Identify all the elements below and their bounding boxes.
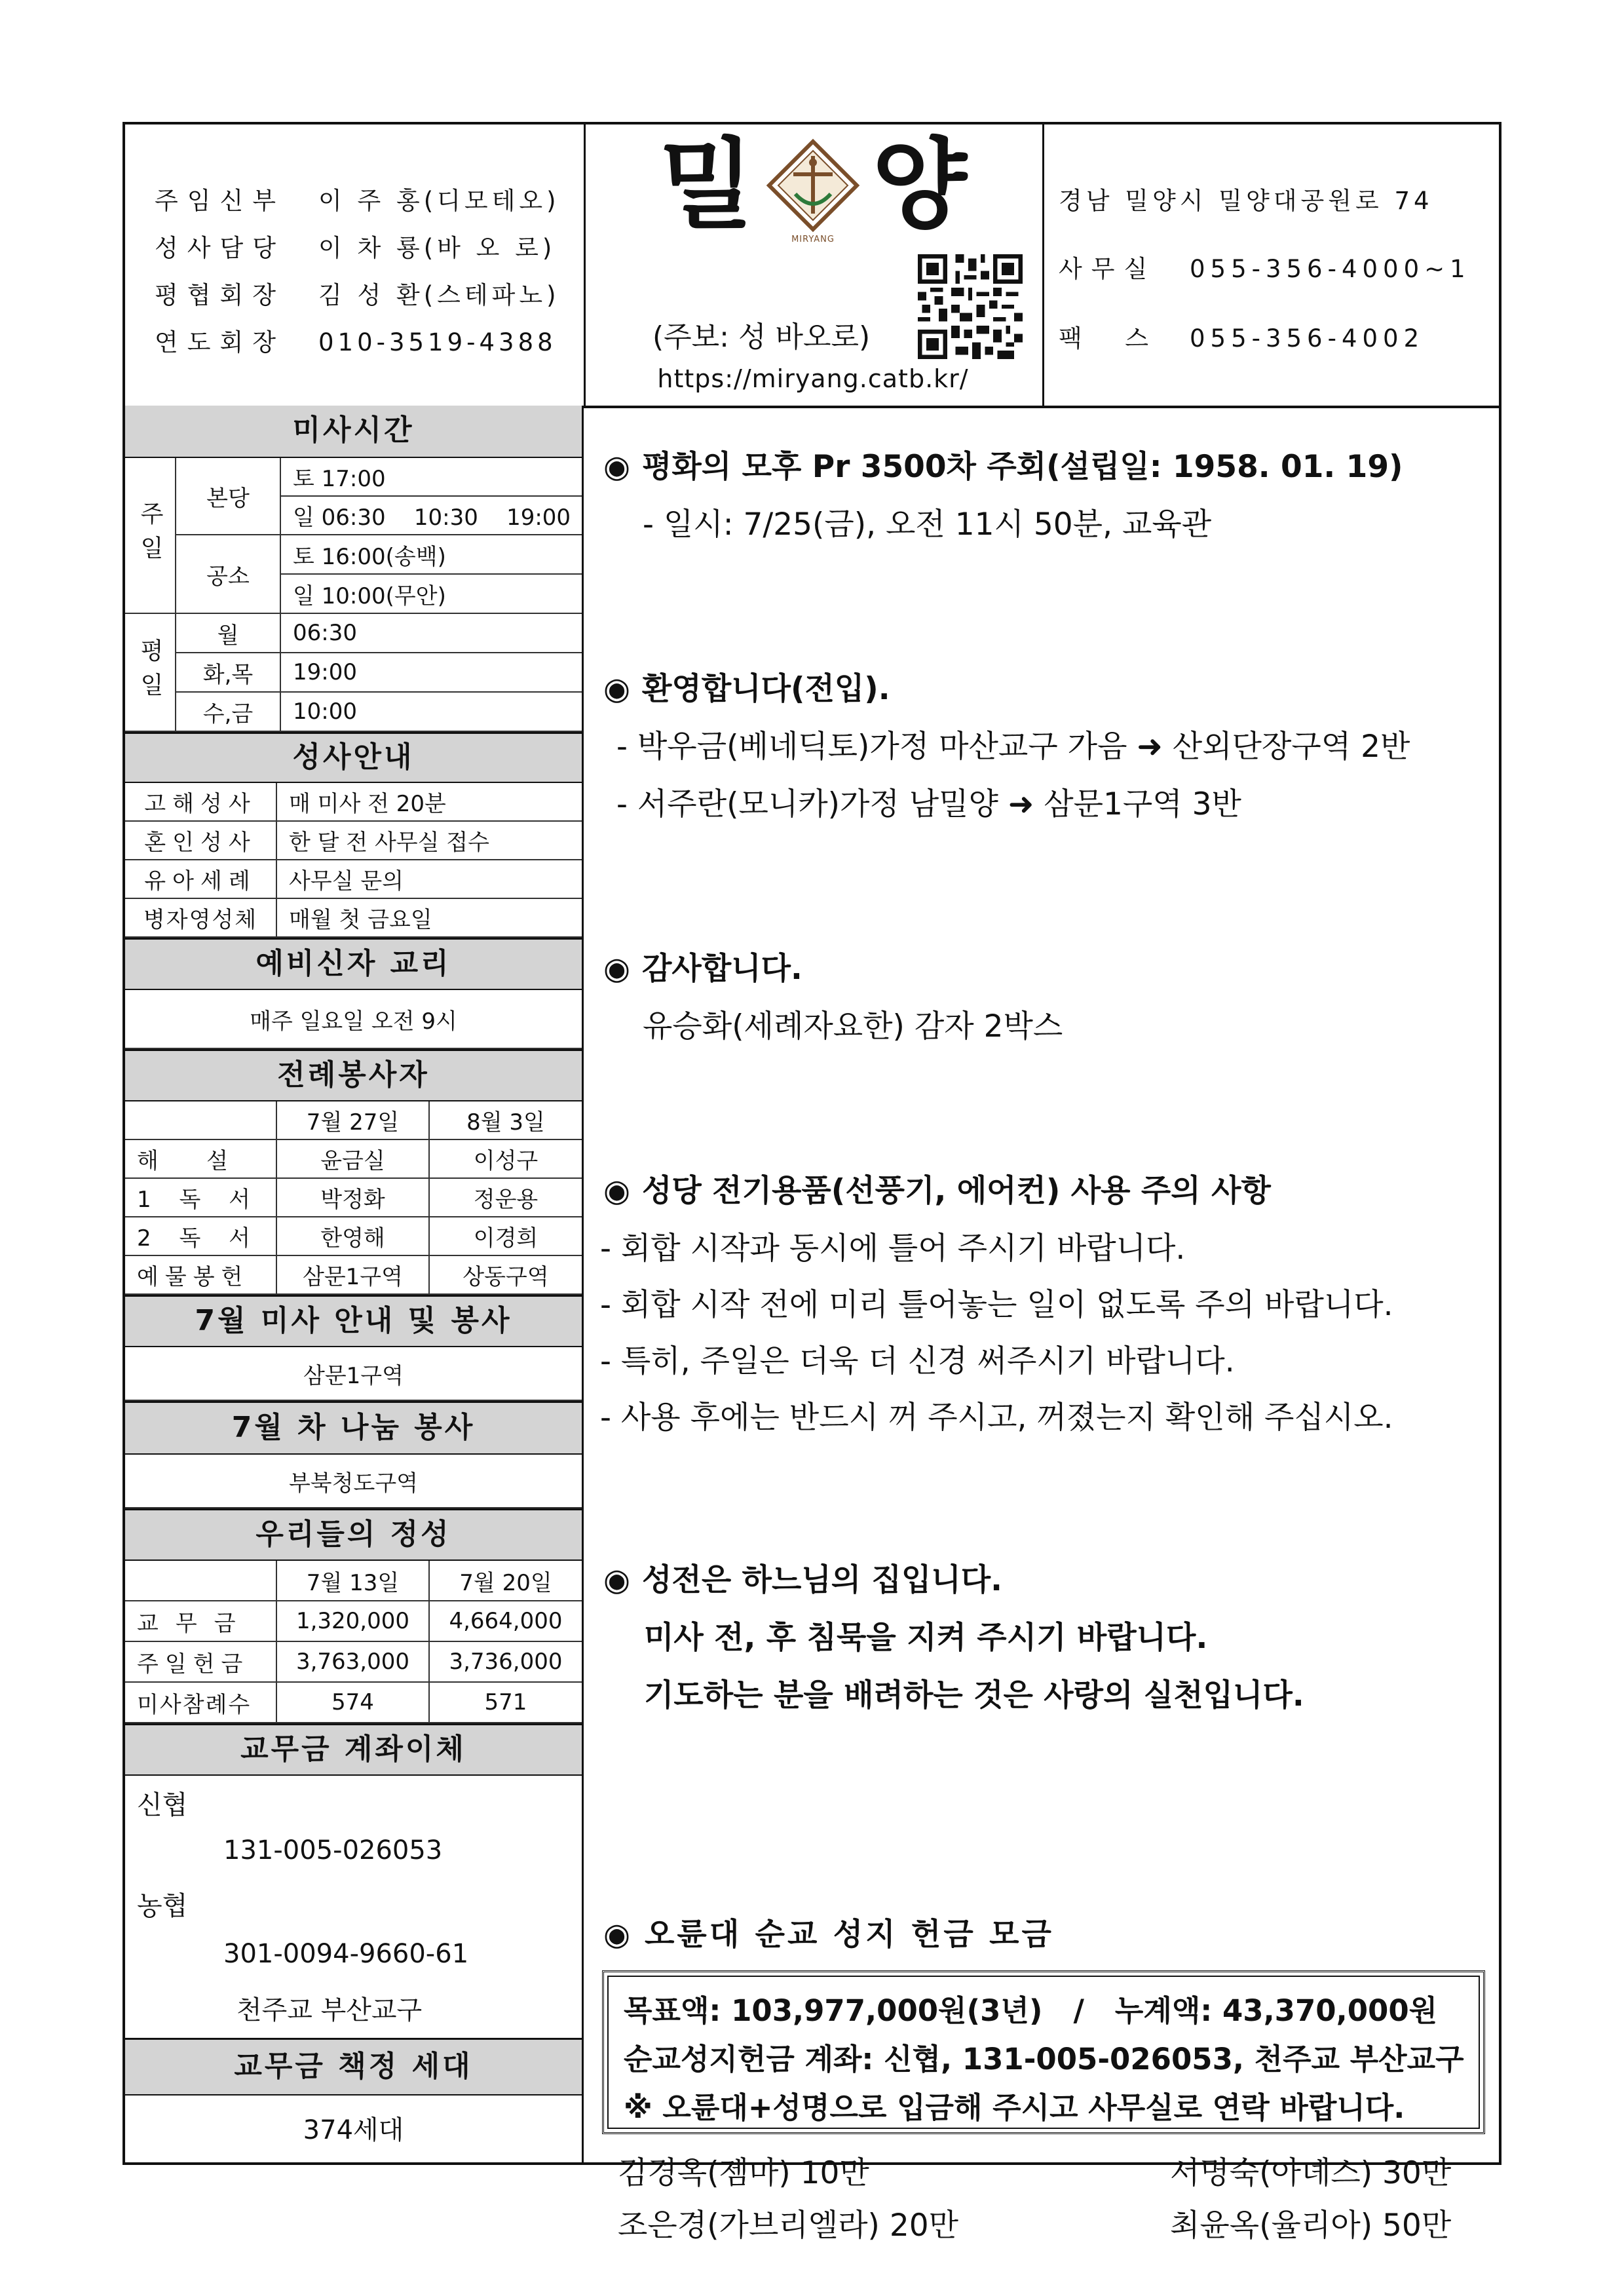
bullet-icon: ◉ [603,1562,631,1598]
sacrament-value: 사무실 문의 [277,860,582,899]
sacrament-value: 매 미사 전 20분 [277,783,582,822]
liturgy-person: 정운용 [430,1179,582,1217]
fax-number: 055-356-4002 [1190,324,1425,353]
staff-name: 김 성 환(스테파노) [318,281,560,309]
office-label: 사무실 [1059,255,1157,283]
bullet-icon: ◉ [603,671,631,707]
office-phone-row [1059,249,1471,284]
sunday-label: 주일 [125,458,176,614]
liturgy-role: 예물봉헌 [125,1256,277,1295]
bullet-icon: ◉ [603,951,631,987]
title-right: 양 [872,128,967,242]
weekday-day: 월 [176,614,281,653]
bullet-icon: ◉ [603,449,631,485]
gongso-label: 공소 [176,535,281,614]
parish-logo-icon [764,136,862,235]
bullet-icon: ◉ [603,1917,633,1953]
fax-row [1059,318,1424,354]
donor: 조은경(가브리엘라) 20만 [618,2208,959,2244]
sacrament-label: 고해성사 [125,783,277,822]
weekday-label: 평일 [125,614,176,732]
main-sat-time: 토 17:00 [281,458,582,497]
offering-title: 우리들의 정성 [125,1508,582,1561]
liturgy-date: 7월 27일 [277,1101,430,1140]
offering-date: 7월 20일 [430,1561,582,1601]
main-sun-time: 일 06:30 10:30 19:00 [281,497,582,535]
fax-label: 팩 스 [1059,324,1158,353]
offering-amount: 1,320,000 [277,1601,430,1642]
announcement-title [603,664,890,708]
title-left: 밀 [659,128,754,242]
donor: 최윤옥(율리아) 50만 [1170,2208,1452,2244]
account-number: 301-0094-9660-61 [223,1939,469,1969]
staff-row [155,322,557,358]
account-number: 131-005-026053 [223,1835,443,1866]
announcement-line: - 회합 시작과 동시에 틀어 주시기 바랍니다. [600,1231,1186,1267]
announcement-title-text: 평화의 모후 Pr 3500차 주회(설립일: 1958. 01. 19) [642,449,1403,485]
staff-row [155,228,556,263]
gongso-sat-time: 토 16:00(송백) [281,535,582,575]
main-church-label: 본당 [176,458,281,535]
announcement-line: - 특히, 주일은 더욱 더 신경 써주시기 바랍니다. [600,1343,1235,1379]
mass-times-title: 미사시간 [125,406,582,458]
offering-amount: 3,736,000 [430,1642,582,1683]
announcement-line: - 사용 후에는 반드시 꺼 주시고, 꺼졌는지 확인해 주십시오. [600,1400,1393,1436]
announcement-title [603,1166,1271,1210]
bullet-icon: ◉ [603,1173,631,1209]
announcement-line: - 일시: 7/25(금), 오전 11시 50분, 교육관 [643,507,1212,543]
announcement-title-text: 오륜대 순교 성지 헌금 모금 [645,1917,1054,1953]
announcement-title-text: 성당 전기용품(선풍기, 에어컨) 사용 주의 사항 [642,1173,1271,1209]
attendance-count: 574 [277,1683,430,1723]
staff-role: 성사담당 [155,234,285,262]
liturgy-role: 1 독 서 [125,1179,277,1217]
bulletin-frame [123,122,1501,2244]
liturgy-person: 이경희 [430,1217,582,1256]
bank-name: 농협 [137,1891,188,1921]
donor: 김경옥(젬마) 10만 [618,2155,869,2191]
households-title: 교무금 책정 세대 [125,2038,582,2095]
fundraising-note: ※ 오륜대+성명으로 입금해 주시고 사무실로 연락 바랍니다. [624,2090,1405,2125]
announcement-line: - 회합 시작 전에 미리 틀어놓는 일이 없도록 주의 바랍니다. [600,1287,1393,1323]
subtitle: (주보: 성 바오로) [652,320,871,354]
announcement-title [603,1556,1002,1599]
liturgy-person: 윤금실 [277,1140,430,1179]
announcement-line: 유승화(세례자요한) 감자 2박스 [643,1008,1063,1044]
sacrament-label: 병자영성체 [125,899,277,938]
offering-corner [125,1561,277,1601]
tea-service-title: 7월 차 나눔 봉사 [125,1401,582,1455]
header [125,124,1499,408]
announcement-title-text: 감사합니다. [642,951,803,987]
offering-amount: 3,763,000 [277,1642,430,1683]
announcement-title-text: 성전은 하느님의 집입니다. [642,1562,1003,1598]
qr-code-icon[interactable] [918,254,1023,359]
weekday-time: 19:00 [281,653,582,693]
offering-label: 주일헌금 [125,1642,277,1683]
liturgy-title: 전례봉사자 [125,1049,582,1101]
staff-panel [125,124,586,406]
weekday-day: 수,금 [176,693,281,732]
household-count: 374세대 [303,2114,404,2145]
liturgy-person: 삼문1구역 [277,1256,430,1295]
gongso-sun-time: 일 10:00(무안) [281,575,582,614]
july-mass-title: 7월 미사 안내 및 봉사 [125,1295,582,1347]
tea-service-group: 부북청도구역 [125,1455,582,1508]
announcement-title-text: 환영합니다(전입). [642,671,890,707]
liturgy-date: 8월 3일 [430,1101,582,1140]
staff-role: 평협회장 [155,281,285,309]
offering-amount: 4,664,000 [430,1601,582,1642]
offering-label: 교무금 [125,1601,277,1642]
announcements [584,406,1499,2244]
announcement-title [603,944,803,988]
account-holder: 천주교 부산교구 [236,1995,423,2025]
attendance-count: 571 [430,1683,582,1723]
liturgy-person: 상동구역 [430,1256,582,1295]
catechumen-title: 예비신자 교리 [125,938,582,990]
staff-name: 이 차 룡(바 오 로) [318,234,556,262]
announcement-line: - 서주란(모니카)가정 남밀양 ➜ 삼문1구역 3반 [616,786,1241,822]
july-mass-group: 삼문1구역 [125,1347,582,1401]
liturgy-person: 한영해 [277,1217,430,1256]
address: 경남 밀양시 밀양대공원로 74 [1059,187,1433,215]
fundraising-account: 순교성지헌금 계좌: 신협, 131-005-026053, 천주교 부산교구 [624,2042,1464,2076]
announcement-line: 미사 전, 후 침묵을 지켜 주시기 바랍니다. [644,1620,1208,1656]
fundraising-goal: 목표액: 103,977,000원(3년) / 누계액: 43,370,000원 [624,1993,1438,2028]
liturgy-role: 2 독 서 [125,1217,277,1256]
sacrament-value: 한 달 전 사무실 접수 [277,822,582,860]
transfer-title: 교무금 계좌이체 [125,1723,582,1776]
staff-name: 010-3519-4388 [318,328,557,356]
contact-panel [1042,124,1501,406]
sacraments-title: 성사안내 [125,732,582,783]
fundraising-box [602,1970,1485,2134]
bank-name: 신협 [137,1790,188,1820]
weekday-time: 06:30 [281,614,582,653]
staff-row [155,181,560,216]
staff-name: 이 주 홍(디모테오) [318,187,560,215]
announcement-title [603,1910,1054,1954]
announcement-title [603,442,1403,486]
liturgy-role: 해 설 [125,1140,277,1179]
sacrament-value: 매월 첫 금요일 [277,899,582,938]
announcement-line: - 박우금(베네딕토)가정 마산교구 가음 ➜ 산외단장구역 2반 [616,729,1410,765]
offering-date: 7월 13일 [277,1561,430,1601]
staff-role: 연도회장 [155,328,285,356]
offering-label: 미사참례수 [125,1683,277,1723]
donor: 서명숙(아녜스) 30만 [1170,2155,1452,2191]
liturgy-person: 이성구 [430,1140,582,1179]
liturgy-corner [125,1101,277,1140]
announcement-line: 기도하는 분을 배려하는 것은 사랑의 실천입니다. [644,1677,1304,1713]
website-link[interactable]: https://miryang.catb.kr/ [657,364,969,393]
weekday-day: 화,목 [176,653,281,693]
staff-row [155,275,560,311]
staff-role: 주임신부 [155,187,285,215]
sacrament-label: 유아세례 [125,860,277,899]
office-phone: 055-356-4000~1 [1190,255,1471,283]
sacrament-label: 혼인성사 [125,822,277,860]
weekday-time: 10:00 [281,693,582,732]
sidebar [125,406,584,2162]
liturgy-person: 박정화 [277,1179,430,1217]
catechumen-time: 매주 일요일 오전 9시 [125,990,582,1049]
title-panel [584,124,1042,406]
logo-caption: MIRYANG [791,235,835,244]
